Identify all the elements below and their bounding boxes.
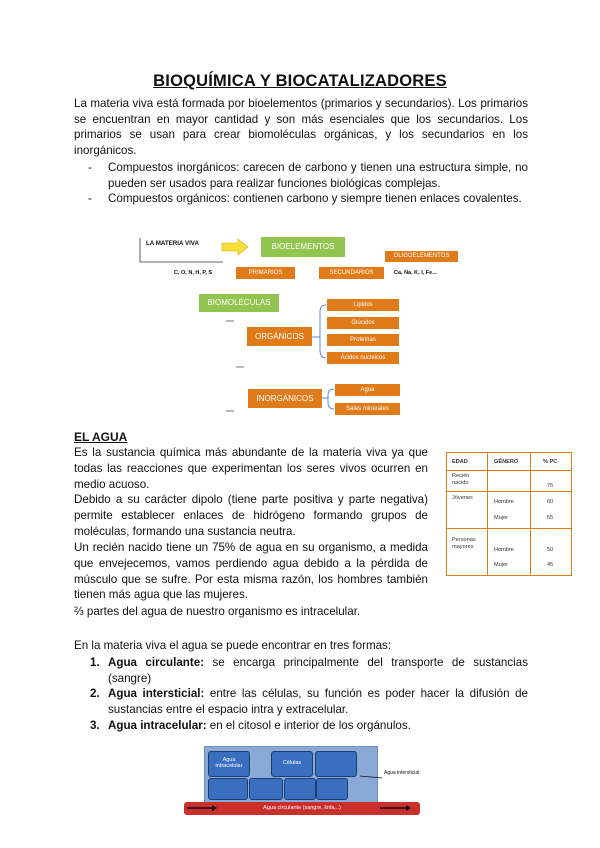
table-cell-pc: 55 — [547, 515, 554, 521]
water-compartments-diagram — [184, 746, 420, 824]
agua-intracelular-label: Agua intracelular — [215, 757, 243, 769]
list-dash: - — [88, 161, 92, 174]
table-cell-genero: Mujer — [494, 515, 508, 521]
arrow-icon — [222, 239, 248, 255]
inorganic-item-sales-minerales: Sales minerales — [335, 403, 400, 415]
forma-term: Agua circulante: — [108, 656, 205, 669]
agua-paragraph-4: ⅔ partes del agua de nuestro organismo es intracelular. — [74, 605, 361, 618]
agua-intersticial-label: Agua intersticial — [384, 770, 420, 776]
table-cell-pc: 60 — [547, 499, 554, 505]
water-percentage-table — [446, 452, 572, 576]
table-cell-pc: 50 — [547, 547, 554, 553]
pointer-line — [360, 776, 382, 778]
page-title: BIOQUÍMICA Y BIOCATALIZADORES — [153, 72, 447, 90]
list-item-text: Compuestos orgánicos: contienen carbono y siempre tienen enlaces covalentes. — [108, 192, 522, 205]
bioelementos-box: BIOELEMENTOS — [261, 237, 345, 257]
forma-desc: en el citosol e interior de los orgánulos. — [206, 719, 411, 732]
table-divider — [447, 528, 571, 529]
intro-paragraph: La materia viva está formada por bioelementos (primarios y secundarios). Los primarios se encuentran en mayor cantidad y son más esenciales que los secundarios. Los primarios se usan para crear biomoléculas orgánicas, y los secundarios en los inorgánicos. — [74, 97, 528, 157]
table-header-genero: GÉNERO — [494, 459, 519, 465]
organic-item-lipidos: Lípidos — [327, 299, 399, 311]
table-cell-edad: Recién nacido — [452, 473, 470, 486]
agua-paragraph-3: Un recién nacido tiene un 75% de agua en su organismo, a medida que envejecemos, vamos perdiendo agua debido a la pérdida de músculo que se sufre. Por esta misma razón, los hombres también tienen más agua que las mujeres. — [74, 541, 428, 602]
table-cell-genero: Mujer — [494, 562, 508, 568]
agua-paragraph-1: Es la sustancia química más abundante de la materia viva ya que todas las reacciones que experimentan los seres vivos ocurren en medio acuoso. — [74, 446, 428, 491]
forma-item-circulante — [90, 655, 528, 686]
primary-elements-label: C, O, N, H, P, S — [174, 270, 213, 276]
table-header-edad: EDAD — [452, 459, 468, 465]
diagram-arrows — [184, 746, 420, 824]
organic-brace — [320, 305, 326, 358]
agua-heading: EL AGUA — [74, 430, 128, 444]
formas-intro: En la materia viva el agua se puede encontrar en tres formas: — [74, 639, 392, 652]
list-number: 3. — [90, 719, 100, 732]
table-cell-genero: Hombre — [494, 547, 514, 553]
table-cell-pc: 75 — [547, 483, 554, 489]
compound-item-organic — [88, 191, 528, 207]
materia-viva-bracket — [140, 238, 223, 262]
table-divider — [530, 453, 531, 575]
inorganic-item-agua: Agua — [335, 384, 400, 396]
forma-term: Agua intracelular: — [108, 719, 207, 732]
list-dash: - — [88, 192, 92, 205]
table-header-pc: % PC — [543, 459, 558, 465]
table-divider — [487, 453, 488, 575]
oligoelementos-box: OLIGOELEMENTOS — [385, 251, 458, 262]
primarios-box: PRIMARIOS — [236, 267, 295, 279]
organicos-box: ORGÁNICOS — [247, 327, 312, 346]
table-cell-edad: Personas mayores — [452, 537, 476, 550]
compound-item-inorganic — [88, 160, 528, 191]
inorganic-brace — [328, 389, 334, 409]
forma-desc: se encarga principalmente del transporte de sustancias (sangre) — [108, 656, 528, 685]
organic-item-proteinas: Proteínas — [327, 334, 399, 346]
forma-desc: entre las células, su función es poder hacer la difusión de sustancias entre el espacio intra y extracelular. — [108, 687, 528, 716]
agua-circulante-label: Agua circulante (sangre, linfa...) — [263, 805, 341, 811]
arrow-icon — [212, 805, 217, 811]
biomoleculas-box: BIOMOLÉCULAS — [199, 294, 279, 312]
list-number: 1. — [90, 656, 100, 669]
table-divider — [447, 491, 571, 492]
table-cell-genero: Hombre — [494, 499, 514, 505]
inorganicos-box: INORGÁNICOS — [248, 389, 322, 408]
list-item-text: Compuestos inorgánicos: carecen de carbono y tienen una estructura simple, no pueden ser usados para realizar funciones biológicas complejas. — [108, 161, 528, 190]
organic-item-glucidos: Glúcidos — [327, 317, 399, 329]
forma-term: Agua intersticial: — [108, 687, 205, 700]
arrow-icon — [406, 805, 411, 811]
secundarios-box: SECUNDARIOS — [319, 267, 384, 279]
table-cell-pc: 45 — [547, 562, 554, 568]
table-divider — [447, 470, 571, 471]
forma-item-intersticial — [90, 686, 528, 717]
table-cell-edad: Jóvenes — [452, 495, 473, 501]
celulas-label: Células — [282, 760, 302, 766]
forma-item-intracelular — [90, 718, 528, 734]
list-number: 2. — [90, 687, 100, 700]
agua-paragraph-2: Debido a su carácter dipolo (tiene parte positiva y parte negativa) permite establecer enlaces de hidrógeno formando grupos de moléculas, formando una sustancia neutra. — [74, 493, 428, 538]
materia-viva-label: LA MATERIA VIVA — [146, 240, 199, 247]
secondary-elements-label: Ca, Na, K, I, Fe... — [394, 270, 437, 276]
organic-item-acidos-nucleicos: Ácidos nucleicos — [327, 352, 399, 364]
